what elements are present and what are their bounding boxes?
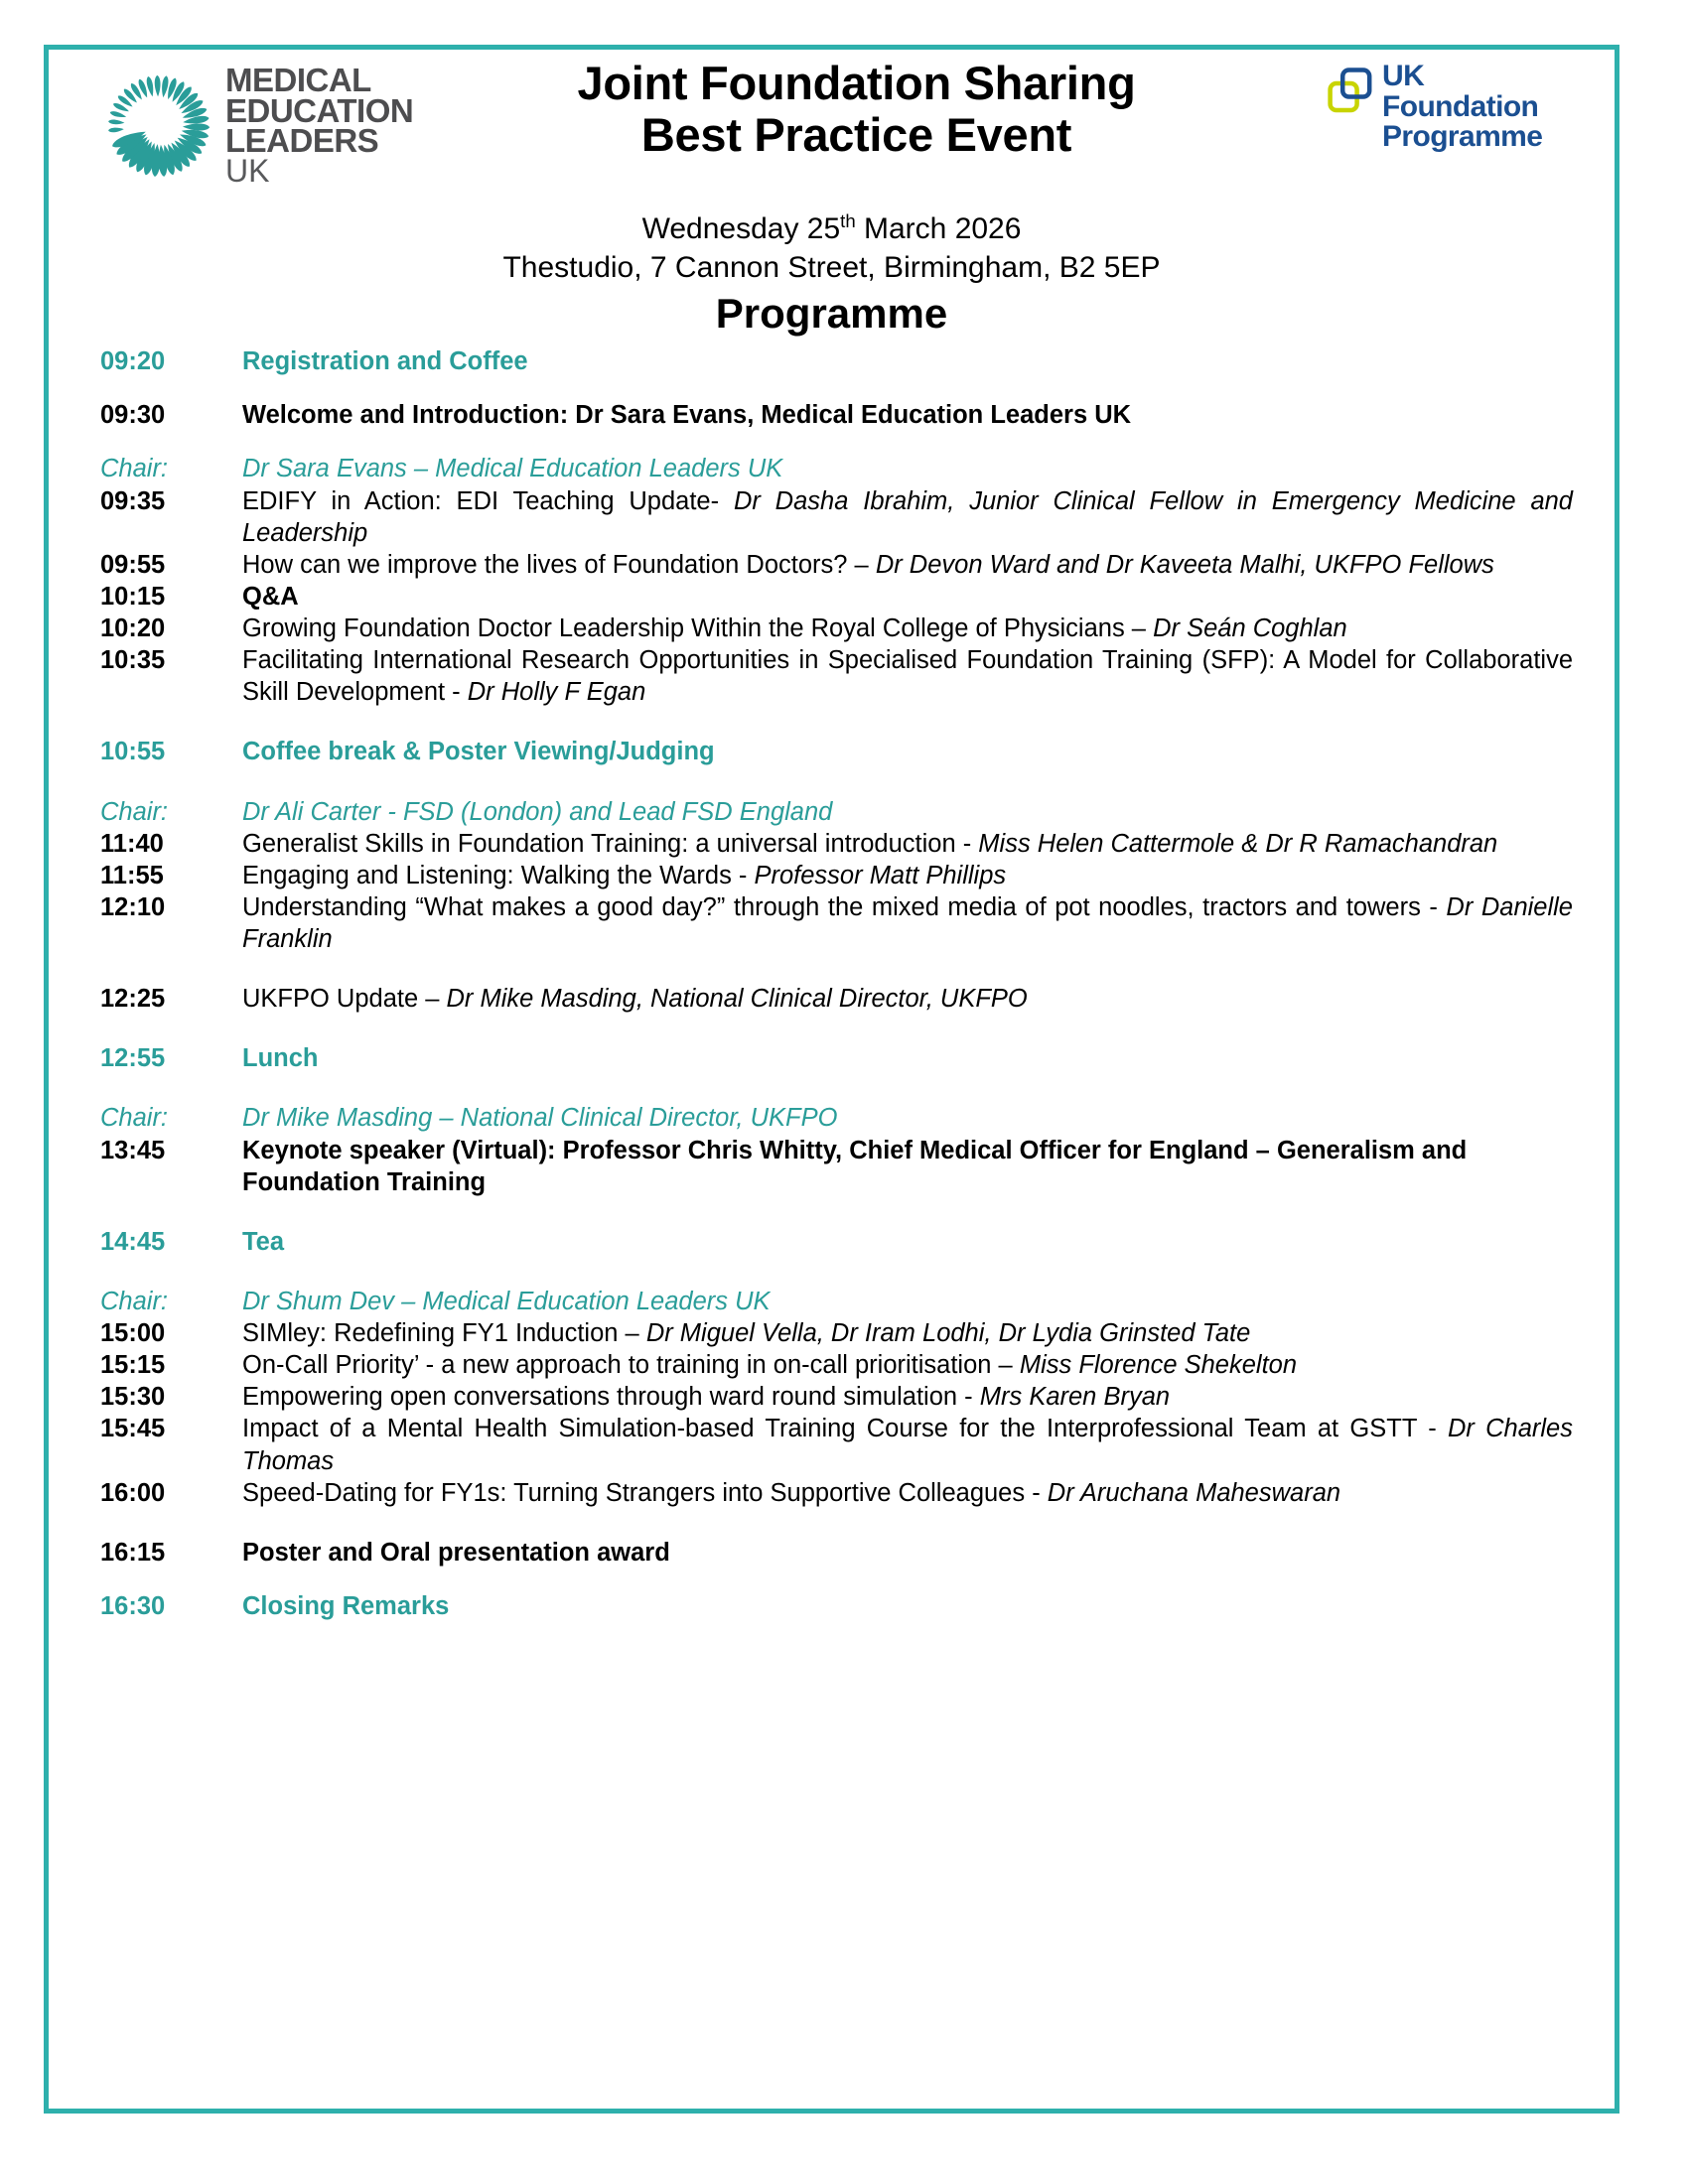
schedule-chair-name: Dr Ali Carter - FSD (London) and Lead FSD England	[242, 797, 833, 826]
mel-logo-line-4: UK	[225, 153, 270, 190]
schedule-row	[100, 1135, 1579, 1198]
session-title: How can we improve the lives of Foundation Doctors? –	[242, 550, 876, 579]
session-title: Engaging and Listening: Walking the Wards -	[242, 861, 755, 889]
schedule-description	[242, 828, 1579, 860]
schedule-spacer	[100, 955, 1579, 983]
session-title: UKFPO Update –	[242, 985, 447, 1014]
schedule-time: 09:55	[100, 550, 166, 579]
schedule-time: 15:45	[100, 1415, 166, 1443]
schedule-time: 10:15	[100, 582, 166, 611]
event-date-prefix: Wednesday 25	[641, 212, 841, 245]
schedule-row	[100, 399, 1579, 431]
schedule-description	[242, 485, 1579, 549]
schedule-row	[100, 1102, 1579, 1134]
event-title-line-2: Best Practice Event	[640, 107, 1072, 161]
schedule-chair-name: Dr Mike Masding – National Clinical Director, UKFPO	[242, 1104, 838, 1133]
session-title: Empowering open conversations through ward round simulation -	[242, 1383, 980, 1412]
schedule-description	[242, 549, 1579, 581]
schedule-row	[100, 891, 1579, 955]
uk-foundation-programme-logo	[1327, 62, 1575, 171]
schedule-spacer	[100, 1015, 1579, 1042]
schedule-row	[100, 345, 1579, 377]
event-title-block	[368, 58, 1344, 160]
schedule-row	[100, 485, 1579, 549]
event-date	[70, 210, 1593, 248]
session-presenter: Dr Seán Coghlan	[1153, 614, 1347, 643]
schedule-description	[242, 1349, 1579, 1381]
schedule-spacer	[100, 1198, 1579, 1226]
session-presenter: Dr Charles Thomas	[242, 1415, 1573, 1475]
session-presenter: Dr Devon Ward and Dr Kaveeta Malhi, UKFPO Fellows	[875, 550, 1494, 579]
ukfp-squares-icon	[1327, 66, 1380, 119]
schedule-row	[100, 644, 1579, 708]
schedule-time: 14:45	[100, 1227, 166, 1256]
schedule-spacer	[100, 377, 1579, 399]
schedule-row	[100, 1537, 1579, 1569]
schedule-description	[242, 891, 1579, 955]
schedule-spacer	[100, 1074, 1579, 1102]
programme-heading: Programme	[715, 290, 948, 338]
mel-logo-line-2: EDUCATION	[225, 91, 414, 129]
schedule-description	[242, 1413, 1579, 1476]
schedule-row	[100, 828, 1579, 860]
schedule-time: 09:30	[100, 401, 166, 430]
schedule-time: 09:20	[100, 347, 166, 376]
schedule-spacer	[100, 1569, 1579, 1590]
schedule-description	[242, 613, 1579, 644]
session-presenter: Dr Aruchana Maheswaran	[1047, 1478, 1341, 1507]
schedule-description: Coffee break & Poster Viewing/Judging	[242, 738, 715, 766]
schedule-time: 16:00	[100, 1478, 166, 1507]
schedule-row	[100, 1317, 1579, 1349]
schedule-time: 12:10	[100, 892, 166, 921]
schedule-spacer	[100, 1258, 1579, 1286]
session-title: SIMley: Redefining FY1 Induction –	[242, 1319, 646, 1348]
schedule-time: 13:45	[100, 1136, 166, 1164]
schedule-row	[100, 736, 1579, 767]
schedule-description: Q&A	[242, 582, 299, 611]
schedule-row	[100, 453, 1579, 484]
schedule-description	[242, 983, 1579, 1015]
mel-logo-petal	[183, 123, 210, 131]
schedule-time: 15:15	[100, 1351, 166, 1380]
schedule-row	[100, 983, 1579, 1015]
schedule-spacer	[100, 431, 1579, 453]
event-title-line-1: Joint Foundation Sharing	[577, 57, 1136, 109]
session-title: Understanding “What makes a good day?” through the mixed media of pot noodles, tractors and towers -	[242, 892, 1447, 921]
schedule-description	[242, 1381, 1579, 1413]
schedule-spacer	[100, 768, 1579, 796]
session-presenter: Professor Matt Phillips	[754, 861, 1007, 889]
schedule-spacer	[100, 1509, 1579, 1537]
schedule-time: 11:55	[100, 861, 164, 889]
schedule-description: Tea	[242, 1227, 285, 1256]
schedule-description	[242, 860, 1579, 891]
session-presenter: Dr Holly F Egan	[467, 678, 646, 707]
schedule-time: 09:35	[100, 486, 166, 515]
schedule-row	[100, 613, 1579, 644]
schedule-chair-name: Dr Shum Dev – Medical Education Leaders UK	[242, 1287, 771, 1315]
schedule-time: 16:30	[100, 1591, 166, 1620]
ukfp-logo-line-3: Programme	[1382, 120, 1543, 154]
schedule-row	[100, 1286, 1579, 1317]
session-presenter: Miss Florence Shekelton	[1019, 1351, 1298, 1380]
session-title: Impact of a Mental Health Simulation-based Training Course for the Interprofessional Team at GSTT -	[242, 1415, 1448, 1443]
schedule-row	[100, 1477, 1579, 1509]
session-presenter: Dr Dasha Ibrahim, Junior Clinical Fellow in Emergency Medicine and Leadership	[242, 486, 1573, 547]
event-date-suffix: March 2026	[855, 212, 1022, 245]
event-venue: Thestudio, 7 Cannon Street, Birmingham, B2 5EP	[502, 250, 1161, 284]
schedule-row	[100, 1381, 1579, 1413]
mel-logo-petal	[108, 127, 124, 133]
mel-logo-petal	[109, 110, 127, 119]
schedule-description: Welcome and Introduction: Dr Sara Evans, Medical Education Leaders UK	[242, 401, 1132, 430]
schedule-chair-label: Chair:	[100, 1104, 169, 1133]
schedule-row	[100, 1042, 1579, 1074]
mel-logo-petal	[154, 75, 160, 97]
session-title: EDIFY in Action: EDI Teaching Update-	[242, 486, 734, 515]
schedule-row	[100, 860, 1579, 891]
schedule-description: Closing Remarks	[242, 1591, 450, 1620]
session-title: Speed-Dating for FY1s: Turning Strangers into Supportive Colleagues -	[242, 1478, 1048, 1507]
schedule-time: 12:55	[100, 1044, 166, 1073]
session-presenter: Miss Helen Cattermole & Dr R Ramachandran	[978, 829, 1498, 858]
schedule-description	[242, 644, 1579, 708]
schedule-row	[100, 1590, 1579, 1622]
mel-logo-line-1: MEDICAL	[225, 62, 371, 99]
session-title: Growing Foundation Doctor Leadership Within the Royal College of Physicians –	[242, 614, 1154, 643]
schedule-chair-label: Chair:	[100, 455, 169, 483]
schedule-time: 16:15	[100, 1538, 166, 1567]
session-title: Facilitating International Research Opportunities in Specialised Foundation Training (SFP): A Model for Collaborative Skill Development -	[242, 646, 1573, 707]
schedule-row	[100, 1226, 1579, 1258]
schedule-time: 15:00	[100, 1319, 166, 1348]
schedule-time: 10:20	[100, 614, 166, 643]
schedule-time: 10:55	[100, 738, 166, 766]
schedule-time: 10:35	[100, 646, 166, 675]
ukfp-logo-wordmark	[1382, 62, 1542, 153]
session-presenter: Dr Miguel Vella, Dr Iram Lodhi, Dr Lydia Grinsted Tate	[645, 1319, 1251, 1348]
schedule-description: Keynote speaker (Virtual): Professor Chris Whitty, Chief Medical Officer for England – Generalism and Foundation Training	[242, 1136, 1468, 1196]
schedule-row	[100, 549, 1579, 581]
mel-sunburst-icon	[100, 68, 217, 185]
mel-logo-petal	[108, 119, 125, 125]
mel-logo-line-3: LEADERS	[225, 122, 379, 160]
session-presenter: Dr Danielle Franklin	[242, 892, 1573, 954]
programme-page	[44, 45, 1619, 2114]
schedule-time: 11:40	[100, 829, 164, 858]
schedule-row	[100, 1413, 1579, 1476]
session-presenter: Dr Mike Masding, National Clinical Director, UKFPO	[446, 985, 1028, 1014]
schedule-time: 12:25	[100, 985, 166, 1014]
schedule-spacer	[100, 708, 1579, 736]
event-date-ordinal: th	[840, 210, 856, 231]
schedule-chair-name: Dr Sara Evans – Medical Education Leaders UK	[242, 455, 783, 483]
mel-logo-petal	[160, 75, 169, 98]
schedule-description: Lunch	[242, 1044, 319, 1073]
schedule-description: Registration and Coffee	[242, 347, 528, 376]
schedule-description	[242, 1317, 1579, 1349]
ukfp-logo-line-2: Foundation	[1382, 89, 1539, 123]
session-title: Generalist Skills in Foundation Training: a universal introduction -	[242, 829, 979, 858]
schedule-row	[100, 796, 1579, 828]
session-presenter: Mrs Karen Bryan	[979, 1383, 1171, 1412]
schedule-row	[100, 581, 1579, 613]
schedule-description: Poster and Oral presentation award	[242, 1538, 670, 1567]
schedule-chair-label: Chair:	[100, 1287, 169, 1315]
session-title: On-Call Priority’ - a new approach to training in on-call prioritisation –	[242, 1351, 1020, 1380]
programme-schedule	[70, 345, 1593, 1622]
document-header	[70, 50, 1593, 208]
schedule-time: 15:30	[100, 1383, 166, 1412]
schedule-row	[100, 1349, 1579, 1381]
ukfp-logo-line-1: UK	[1382, 60, 1425, 92]
schedule-description	[242, 1477, 1579, 1509]
schedule-chair-label: Chair:	[100, 797, 169, 826]
